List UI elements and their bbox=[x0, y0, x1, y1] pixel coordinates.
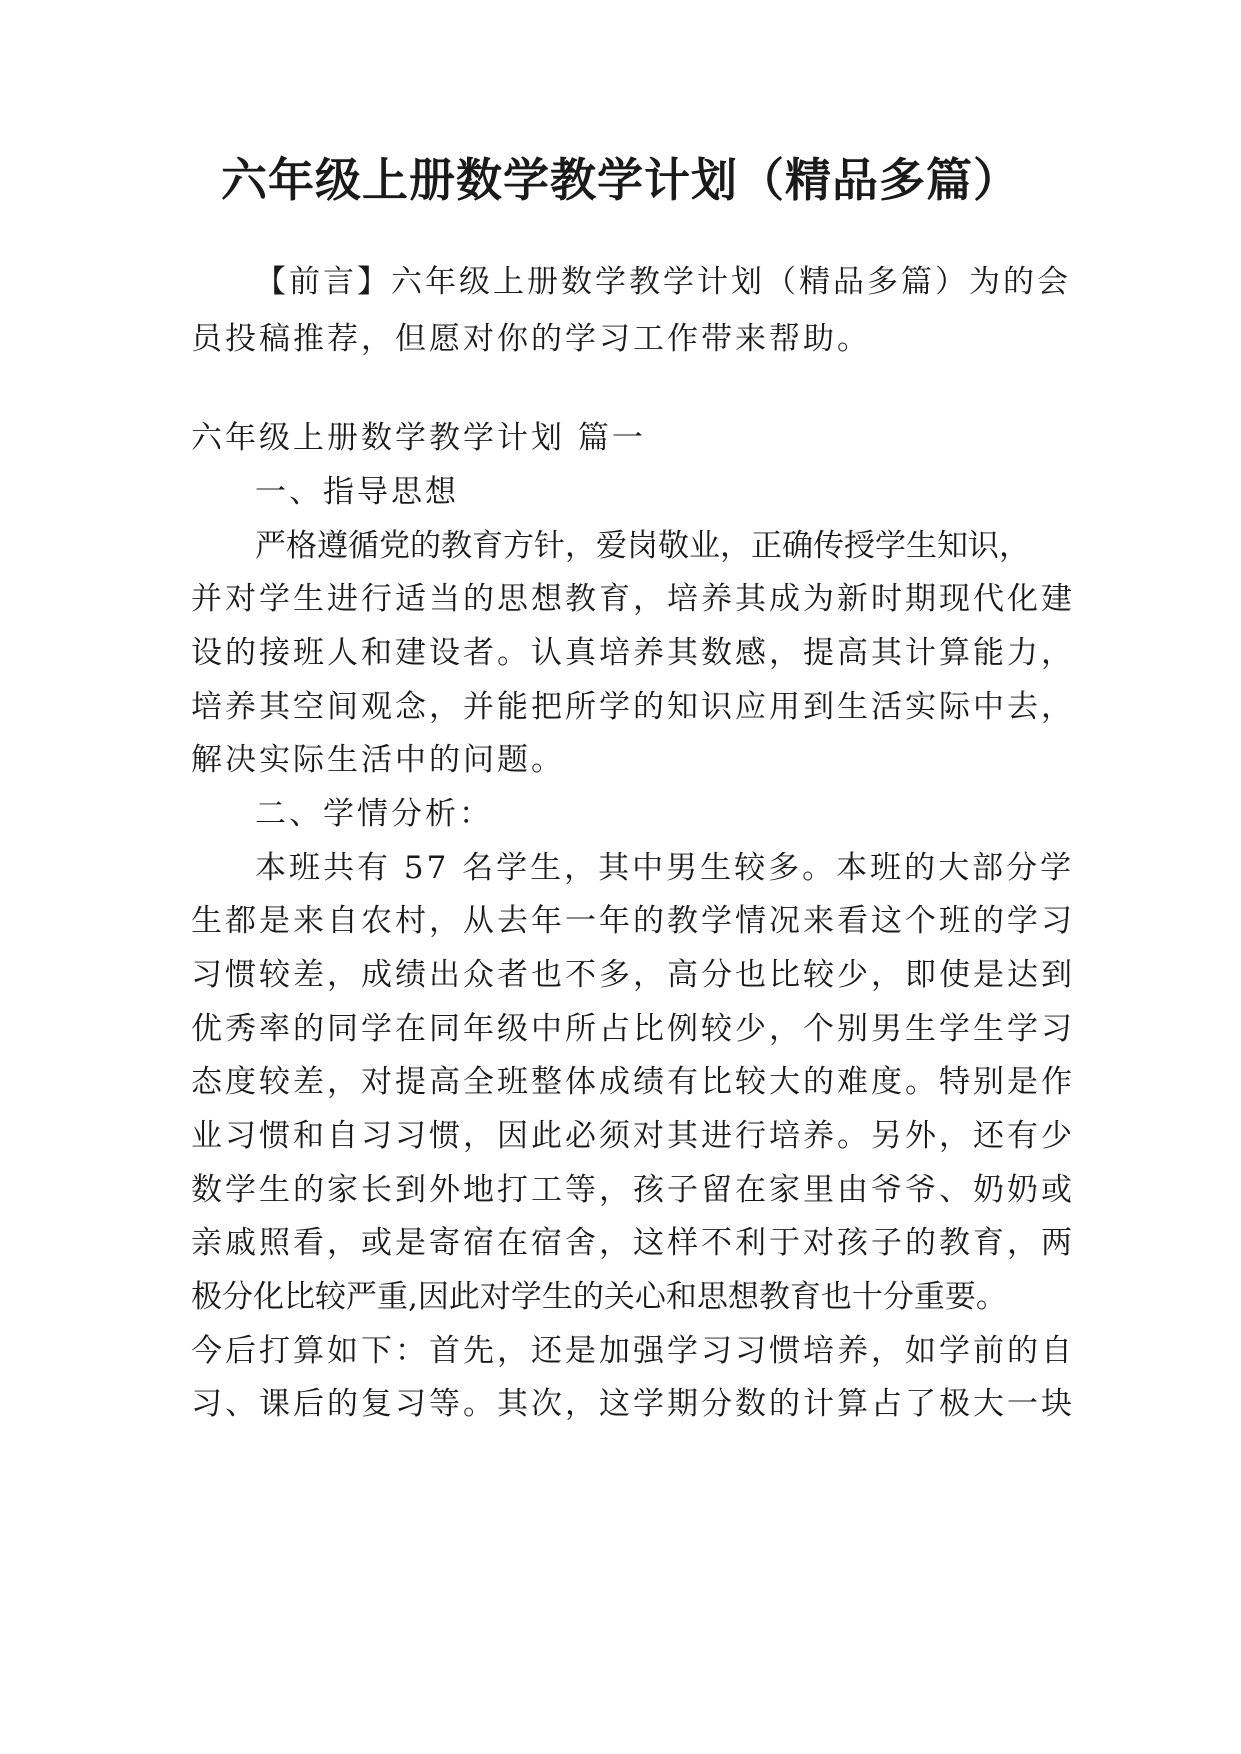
paragraph-line: 并对学生进行适当的思想教育，培养其成为新时期现代化建 bbox=[191, 581, 1075, 617]
paragraph-line: 解决实际生活中的问题。 bbox=[191, 742, 565, 778]
section-heading: 六年级上册数学教学计划 篇一 bbox=[191, 420, 646, 456]
paragraph-line: 习、课后的复习等。其次，这学期分数的计算占了极大一块 bbox=[191, 1386, 1075, 1422]
paragraph-line: 亲戚照看，或是寄宿在宿舍，这样不利于对孩子的教育，两 bbox=[191, 1225, 1075, 1261]
paragraph-line: 习惯较差，成绩出众者也不多，高分也比较少，即使是达到 bbox=[191, 957, 1075, 993]
paragraph-line: 态度较差，对提高全班整体成绩有比较大的难度。特别是作 bbox=[191, 1064, 1075, 1100]
paragraph-line: 极分化比较严重,因此对学生的关心和思想教育也十分重要。 bbox=[191, 1279, 1007, 1315]
paragraph-line: 设的接班人和建设者。认真培养其数感，提高其计算能力， bbox=[191, 635, 1075, 671]
paragraph-line: 数学生的家长到外地打工等，孩子留在家里由爷爷、奶奶或 bbox=[191, 1172, 1075, 1208]
paragraph-line: 严格遵循党的教育方针，爱岗敬业，正确传授学生知识， bbox=[255, 528, 1030, 564]
paragraph-line: 培养其空间观念，并能把所学的知识应用到生活实际中去， bbox=[191, 689, 1075, 725]
paragraph-line: 优秀率的同学在同年级中所占比例较少，个别男生学生学习 bbox=[191, 1011, 1075, 1047]
paragraph-line: 本班共有 57 名学生，其中男生较多。本班的大部分学 bbox=[255, 850, 1075, 886]
paragraph-line: 今后打算如下：首先，还是加强学习习惯培养，如学前的自 bbox=[191, 1333, 1075, 1369]
preface-line: 【前言】六年级上册数学教学计划（精品多篇）为的会 bbox=[255, 264, 1071, 300]
subheading: 二、学情分析： bbox=[255, 796, 493, 832]
paragraph-line: 生都是来自农村，从去年一年的教学情况来看这个班的学习 bbox=[191, 903, 1075, 939]
document-title: 六年级上册数学教学计划（精品多篇） bbox=[221, 153, 1020, 207]
paragraph-line: 业习惯和自习习惯，因此必须对其进行培养。另外，还有少 bbox=[191, 1118, 1075, 1154]
subheading: 一、指导思想 bbox=[255, 474, 459, 510]
preface-line: 员投稿推荐，但愿对你的学习工作带来帮助。 bbox=[191, 321, 871, 357]
